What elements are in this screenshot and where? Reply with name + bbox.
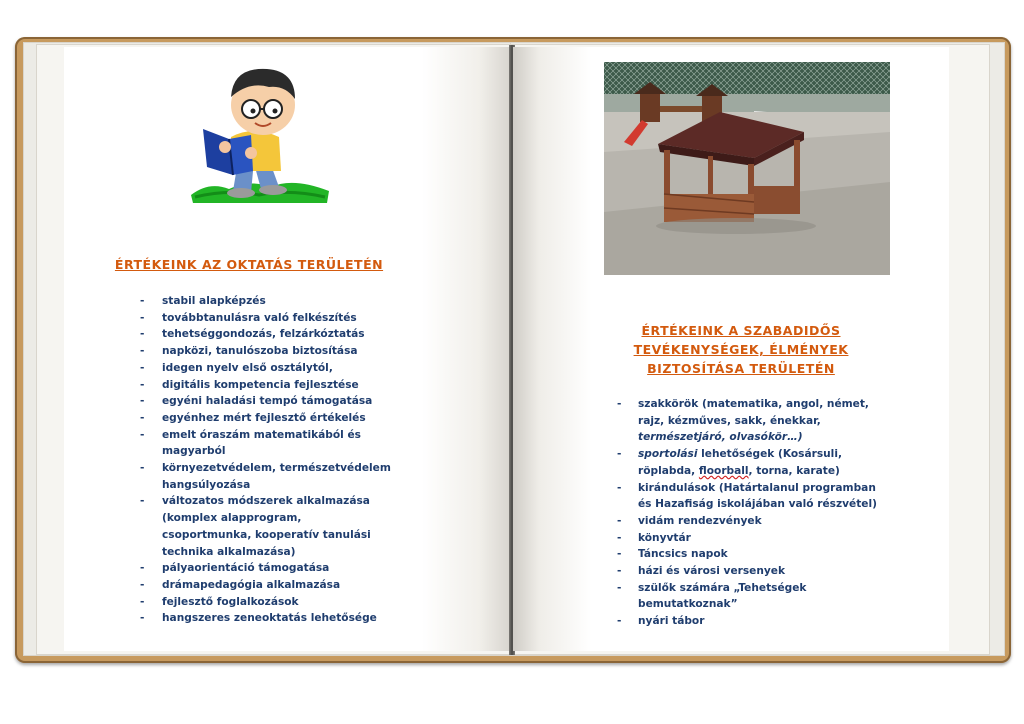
- list-item: - idegen nyelv első osztálytól,: [140, 361, 333, 374]
- list-item: - sportolási lehetőségek (Kosársuli, röplabda, floorball, torna, karate): [617, 448, 842, 477]
- left-page: [64, 47, 511, 651]
- list-item: - fejlesztő foglalkozások: [140, 595, 299, 608]
- list-item: - hangszeres zeneoktatás lehetősége: [140, 612, 377, 625]
- list-item: - környezetvédelem, természetvédelem hangsúlyozása: [140, 462, 391, 491]
- right-values-list: [617, 396, 938, 630]
- right-page: [513, 47, 949, 651]
- boy-reading-book-icon: [189, 63, 331, 205]
- list-item: - tehetséggondozás, felzárkóztatás: [140, 328, 365, 341]
- list-item: - egyéni haladási tempó támogatása: [140, 395, 373, 408]
- list-item: - napközi, tanulószoba biztosítása: [140, 345, 358, 358]
- list-item: - továbbtanulásra való felkészítés: [140, 311, 357, 324]
- playground-gazebo-photo: [604, 62, 890, 275]
- list-item: - drámapedagógia alkalmazása: [140, 578, 341, 591]
- list-item: - nyári tábor: [617, 615, 705, 628]
- list-item: - pályaorientáció támogatása: [140, 562, 330, 575]
- list-item: - egyénhez mért fejlesztő értékelés: [140, 411, 366, 424]
- list-item: - szülők számára „Tehetségek bemutatkoznak”: [617, 581, 807, 611]
- right-heading: ÉRTÉKEINK A SZABADIDŐS TEVÉKENYSÉGEK, ÉLMÉNYEK BIZTOSÍTÁSA TERÜLETÉN: [633, 323, 849, 376]
- left-heading: ÉRTÉKEINK AZ OKTATÁS TERÜLETÉN: [114, 257, 384, 272]
- list-item: - házi és városi versenyek: [617, 565, 786, 578]
- left-values-list: [140, 293, 492, 627]
- list-item: - digitális kompetencia fejlesztése: [140, 378, 359, 391]
- list-item: - Táncsics napok: [617, 548, 728, 561]
- list-item: - emelt óraszám matematikából és magyarból: [140, 428, 361, 458]
- list-item: - vidám rendezvények: [617, 514, 762, 527]
- list-item: - stabil alapképzés: [140, 295, 266, 307]
- list-item: - változatos módszerek alkalmazása (komplex alapprogram, csoportmunka, kooperatív tanulási technika alkalmazása): [140, 495, 371, 558]
- list-item: - szakkörök (matematika, angol, német, rajz, kézműves, sakk, énekkar, természetjáró, olvasókör…): [617, 398, 869, 444]
- list-item: - könyvtár: [617, 531, 691, 544]
- list-item: - kirándulások (Határtalanul programban és Hazafiság iskolájában való részvétel): [617, 481, 877, 511]
